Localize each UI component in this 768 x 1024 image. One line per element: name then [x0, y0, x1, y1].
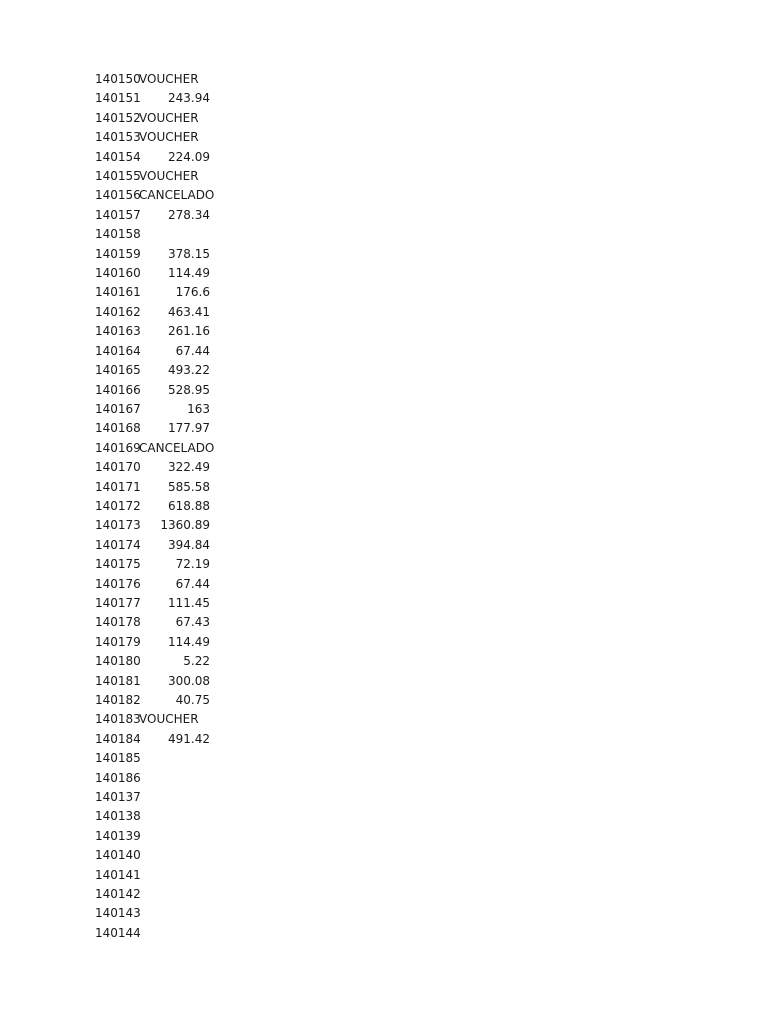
row-amount: 67.43 [175, 615, 210, 630]
row-amount: 114.49 [168, 634, 210, 649]
row-id: 140172 [95, 498, 141, 513]
row-id: 140137 [95, 790, 141, 805]
table-row [95, 769, 215, 788]
table-row [95, 148, 215, 167]
row-amount: 585.58 [168, 479, 210, 494]
row-amount: 111.45 [168, 595, 210, 610]
row-id: 140157 [95, 207, 141, 222]
row-status: VOUCHER [139, 712, 199, 727]
table-row [95, 342, 215, 361]
row-id: 140180 [95, 654, 141, 669]
table-row [95, 283, 215, 302]
row-amount: 528.95 [168, 382, 210, 397]
row-id: 140143 [95, 906, 141, 921]
row-id: 140141 [95, 867, 141, 882]
row-amount: 378.15 [168, 246, 210, 261]
table-row [95, 885, 215, 904]
table-row [95, 710, 215, 729]
row-amount: 394.84 [168, 537, 210, 552]
row-status: VOUCHER [139, 110, 199, 125]
table-row [95, 691, 215, 710]
table-row [95, 303, 215, 322]
row-id: 140175 [95, 557, 141, 572]
row-id: 140168 [95, 421, 141, 436]
table-row [95, 788, 215, 807]
row-id: 140176 [95, 576, 141, 591]
row-id: 140184 [95, 731, 141, 746]
table-row [95, 497, 215, 516]
table-row [95, 439, 215, 458]
data-sheet [95, 70, 215, 943]
row-id: 140161 [95, 285, 141, 300]
row-id: 140160 [95, 266, 141, 281]
row-id: 140178 [95, 615, 141, 630]
table-row [95, 361, 215, 380]
table-row [95, 186, 215, 205]
row-amount: 1360.89 [160, 518, 210, 533]
row-id: 140167 [95, 401, 141, 416]
row-status: CANCELADO [139, 440, 215, 455]
row-amount: 163 [187, 401, 210, 416]
row-amount: 67.44 [175, 343, 210, 358]
row-id: 140179 [95, 634, 141, 649]
table-row [95, 904, 215, 923]
row-amount: 278.34 [168, 207, 210, 222]
table-row [95, 594, 215, 613]
table-row [95, 846, 215, 865]
table-row [95, 245, 215, 264]
table-row [95, 109, 215, 128]
row-id: 140140 [95, 848, 141, 863]
row-amount: 322.49 [168, 460, 210, 475]
table-row [95, 555, 215, 574]
row-amount: 72.19 [175, 557, 210, 572]
table-row [95, 536, 215, 555]
row-id: 140164 [95, 343, 141, 358]
table-row [95, 419, 215, 438]
row-id: 140173 [95, 518, 141, 533]
table-row [95, 652, 215, 671]
table-row [95, 807, 215, 826]
table-row [95, 924, 215, 943]
row-amount: 177.97 [168, 421, 210, 436]
row-amount: 224.09 [168, 149, 210, 164]
table-row [95, 70, 215, 89]
row-id: 140154 [95, 149, 141, 164]
row-id: 140181 [95, 673, 141, 688]
row-amount: 463.41 [168, 304, 210, 319]
row-status: VOUCHER [139, 72, 199, 86]
row-amount: 491.42 [168, 731, 210, 746]
row-id: 140177 [95, 595, 141, 610]
row-id: 140169 [95, 440, 141, 455]
row-id: 140151 [95, 91, 141, 106]
row-id: 140171 [95, 479, 141, 494]
row-amount: 261.16 [168, 324, 210, 339]
row-status: VOUCHER [139, 169, 199, 184]
row-amount: 176.6 [175, 285, 210, 300]
table-row [95, 89, 215, 108]
row-id: 140165 [95, 363, 141, 378]
row-id: 140139 [95, 828, 141, 843]
table-row [95, 749, 215, 768]
table-row [95, 167, 215, 186]
table-row [95, 575, 215, 594]
table-row [95, 672, 215, 691]
row-status: VOUCHER [139, 130, 199, 145]
table-row [95, 322, 215, 341]
row-amount: 493.22 [168, 363, 210, 378]
table-row [95, 381, 215, 400]
table-row [95, 225, 215, 244]
row-id: 140166 [95, 382, 141, 397]
table-row [95, 866, 215, 885]
row-id: 140138 [95, 809, 141, 824]
table-row [95, 128, 215, 147]
table-row [95, 264, 215, 283]
row-id: 140185 [95, 751, 141, 766]
row-id: 140153 [95, 130, 141, 145]
table-row [95, 633, 215, 652]
row-id: 140142 [95, 887, 141, 902]
table-row [95, 730, 215, 749]
row-amount: 40.75 [175, 693, 210, 707]
row-amount: 618.88 [168, 498, 210, 513]
row-id: 140163 [95, 324, 141, 339]
row-status: CANCELADO [139, 188, 215, 203]
row-id: 140155 [95, 169, 141, 184]
row-amount: 114.49 [168, 266, 210, 281]
row-amount: 300.08 [168, 673, 210, 688]
row-amount: 67.44 [175, 576, 210, 591]
table-row [95, 400, 215, 419]
table-row [95, 613, 215, 632]
table-row [95, 478, 215, 497]
row-id: 140159 [95, 246, 141, 261]
row-id: 140186 [95, 770, 141, 785]
table-row [95, 458, 215, 477]
row-amount: 5.22 [183, 654, 210, 669]
table-row [95, 827, 215, 846]
row-id: 140156 [95, 188, 141, 203]
row-amount: 243.94 [168, 91, 210, 106]
row-id: 140158 [95, 227, 141, 242]
row-id: 140182 [95, 693, 141, 707]
row-id: 140152 [95, 110, 141, 125]
row-id: 140183 [95, 712, 141, 727]
row-id: 140162 [95, 304, 141, 319]
row-id: 140150 [95, 72, 141, 86]
row-id: 140144 [95, 925, 141, 940]
table-row [95, 206, 215, 225]
row-id: 140174 [95, 537, 141, 552]
table-row [95, 516, 215, 535]
row-id: 140170 [95, 460, 141, 475]
